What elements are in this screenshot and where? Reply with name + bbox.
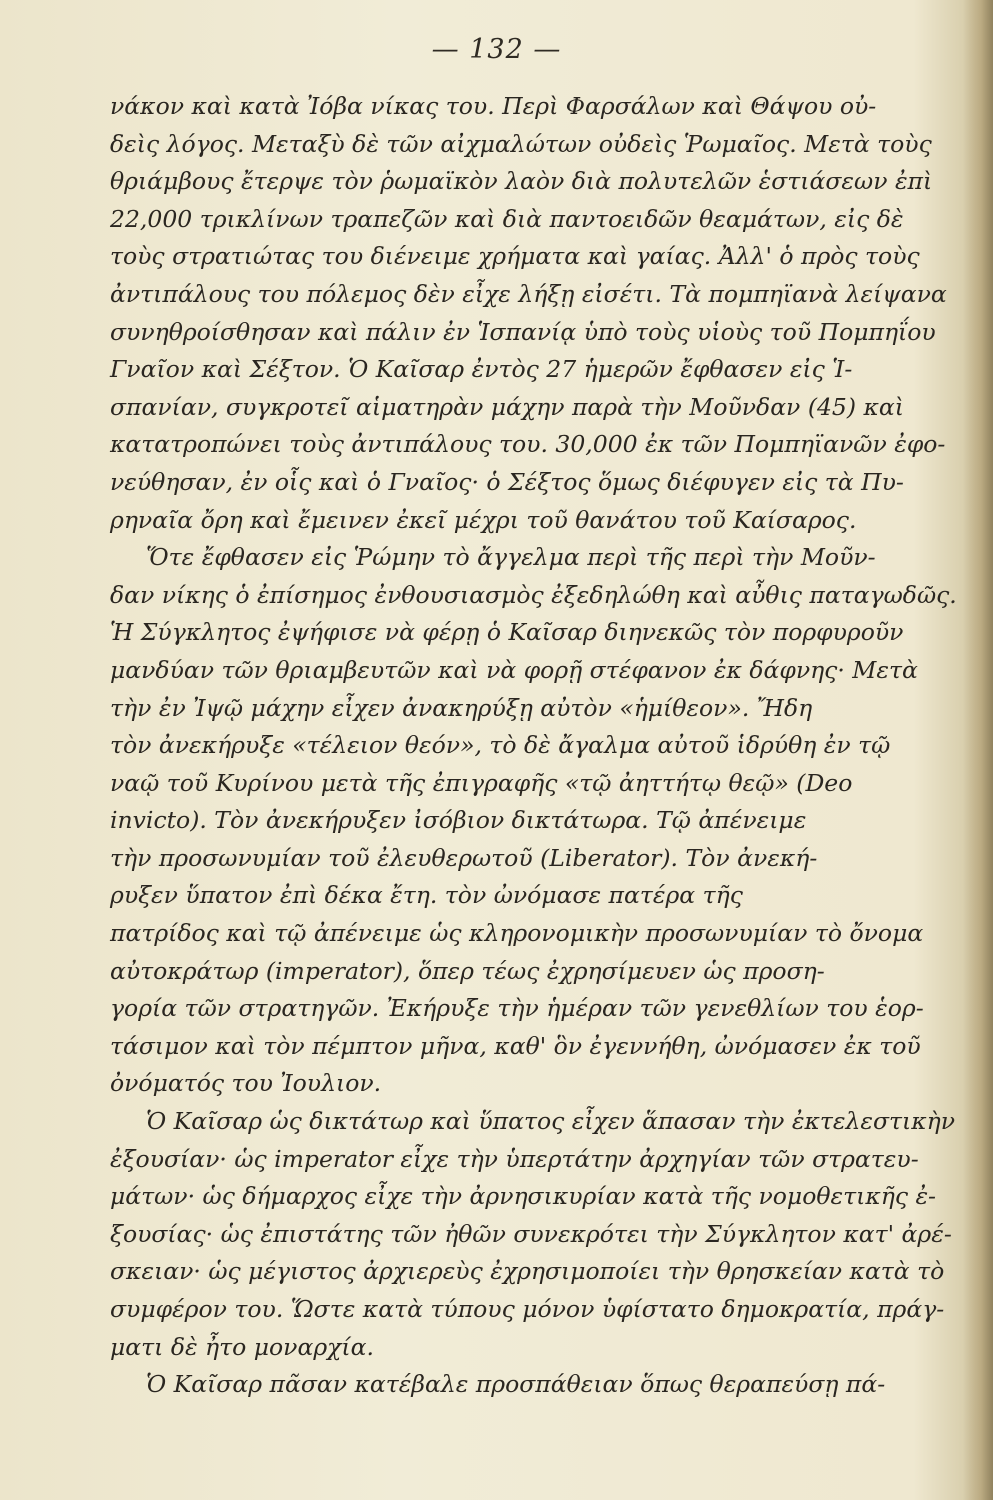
text-line: τὸν ἀνεκήρυξε «τέλειον θεόν», τὸ δὲ ἄγαλμα αὐτοῦ ἱδρύθη ἐν τῷ — [110, 731, 891, 760]
text-line: ρυξεν ὕπατον ἐπὶ δέκα ἔτη. τὸν ὠνόμασε πατέρα τῆς — [110, 881, 743, 910]
page-edge — [963, 0, 993, 1500]
text-line: σπανίαν, συγκροτεῖ αἱματηρὰν μάχην παρὰ τὴν Μοῦνδαν (45) καὶ — [110, 392, 905, 421]
text-line: αὐτοκράτωρ (imperator), ὅπερ τέως ἐχρησίμευεν ὡς προση- — [110, 956, 825, 985]
text-line: σκειαν· ὡς μέγιστος ἀρχιερεὺς ἐχρησιμοποίει τὴν θρησκείαν κατὰ τὸ — [110, 1257, 945, 1286]
text-line: τὴν προσωνυμίαν τοῦ ἐλευθερωτοῦ (Liberator). Τὸν ἀνεκή- — [110, 843, 818, 872]
text-line: 22,000 τρικλίνων τραπεζῶν καὶ διὰ παντοειδῶν θεαμάτων, εἰς δὲ — [110, 204, 904, 233]
text-line: ρηναῖα ὄρη καὶ ἔμεινεν ἐκεῖ μέχρι τοῦ θανάτου τοῦ Καίσαρος. — [110, 505, 857, 534]
text-line: θριάμβους ἔτερψε τὸν ῥωμαϊκὸν λαὸν διὰ πολυτελῶν ἑστιάσεων ἐπὶ — [110, 167, 933, 196]
body-text — [110, 88, 960, 1404]
text-line: τοὺς στρατιώτας του διένειμε χρήματα καὶ γαίας. Ἀλλ' ὁ πρὸς τοὺς — [110, 242, 920, 271]
text-line: μάτων· ὡς δήμαρχος εἶχε τὴν ἀρνησικυρίαν κατὰ τῆς νομοθετικῆς ἐ- — [110, 1182, 936, 1211]
text-line: Ὁ Καῖσαρ πᾶσαν κατέβαλε προσπάθειαν ὅπως θεραπεύσῃ πά- — [146, 1370, 886, 1399]
text-line: συμφέρον του. Ὥστε κατὰ τύπους μόνον ὑφίστατο δημοκρατία, πράγ- — [110, 1295, 945, 1323]
text-line: invicto). Τὸν ἀνεκήρυξεν ἰσόβιον δικτάτωρα. Τῷ ἀπένειμε — [110, 806, 807, 835]
text-line: συνηθροίσθησαν καὶ πάλιν ἐν Ἱσπανίᾳ ὑπὸ τοὺς υἱοὺς τοῦ Πομπηΐου — [110, 317, 936, 346]
text-line: Γναῖον καὶ Σέξτον. Ὁ Καῖσαρ ἐντὸς 27 ἡμερῶν ἔφθασεν εἰς Ἱ- — [110, 355, 853, 384]
text-line: ἀντιπάλους του πόλεμος δὲν εἶχε λήξῃ εἰσέτι. Τὰ πομπηϊανὰ λείψανα — [110, 279, 947, 308]
text-line: πατρίδος καὶ τῷ ἀπένειμε ὡς κληρονομικὴν προσωνυμίαν τὸ ὄνομα — [110, 919, 924, 948]
text-line: γορία τῶν στρατηγῶν. Ἐκήρυξε τὴν ἡμέραν τῶν γενεθλίων του ἑορ- — [110, 994, 924, 1023]
text-line: Ἡ Σύγκλητος ἐψήφισε νὰ φέρῃ ὁ Καῖσαρ διηνεκῶς τὸν πορφυροῦν — [110, 618, 904, 647]
text-line: κατατροπώνει τοὺς ἀντιπάλους του. 30,000 ἐκ τῶν Πομπηϊανῶν ἐφο- — [110, 430, 946, 459]
text-line: νεύθησαν, ἐν οἷς καὶ ὁ Γναῖος· ὁ Σέξτος ὅμως διέφυγεν εἰς τὰ Πυ- — [110, 467, 904, 496]
text-line: ματι δὲ ἦτο μοναρχία. — [110, 1332, 374, 1361]
text-line: ἐξουσίαν· ὡς imperator εἶχε τὴν ὑπερτάτην ἀρχηγίαν τῶν στρατευ- — [110, 1144, 919, 1173]
text-line: τὴν ἐν Ἰψῷ μάχην εἶχεν ἀνακηρύξῃ αὐτὸν «ἡμίθεον». Ἤδη — [110, 693, 813, 722]
text-line: ὀνόματός του Ἰουλιον. — [110, 1069, 382, 1098]
text-line: μανδύαν τῶν θριαμβευτῶν καὶ νὰ φορῇ στέφανον ἐκ δάφνης· Μετὰ — [110, 655, 918, 684]
text-line: Ὅτε ἔφθασεν εἰς Ῥώμην τὸ ἄγγελμα περὶ τῆς περὶ τὴν Μοῦν- — [146, 543, 876, 572]
text-line: ξουσίας· ὡς ἐπιστάτης τῶν ἠθῶν συνεκρότει τὴν Σύγκλητον κατ' ἀρέ- — [110, 1219, 952, 1248]
page-number: — 132 — — [431, 34, 562, 65]
text-line: ναῷ τοῦ Κυρίνου μετὰ τῆς ἐπιγραφῆς «τῷ ἀηττήτῳ θεῷ» (Deo — [110, 768, 853, 797]
text-line: δαν νίκης ὁ ἐπίσημος ἐνθουσιασμὸς ἐξεδηλώθη καὶ αὖθις παταγωδῶς. — [110, 580, 957, 609]
text-line: τάσιμον καὶ τὸν πέμπτον μῆνα, καθ' ὃν ἐγεννήθη, ὠνόμασεν ἐκ τοῦ — [110, 1031, 921, 1060]
text-line: Ὁ Καῖσαρ ὡς δικτάτωρ καὶ ὕπατος εἶχεν ἅπασαν τὴν ἐκτελεστικὴν — [146, 1107, 956, 1136]
text-line: νάκον καὶ κατὰ Ἰόβα νίκας του. Περὶ Φαρσάλων καὶ Θάψου οὐ- — [110, 92, 877, 120]
text-line: δεὶς λόγος. Μεταξὺ δὲ τῶν αἰχμαλώτων οὐδεὶς Ῥωμαῖος. Μετὰ τοὺς — [110, 129, 932, 158]
